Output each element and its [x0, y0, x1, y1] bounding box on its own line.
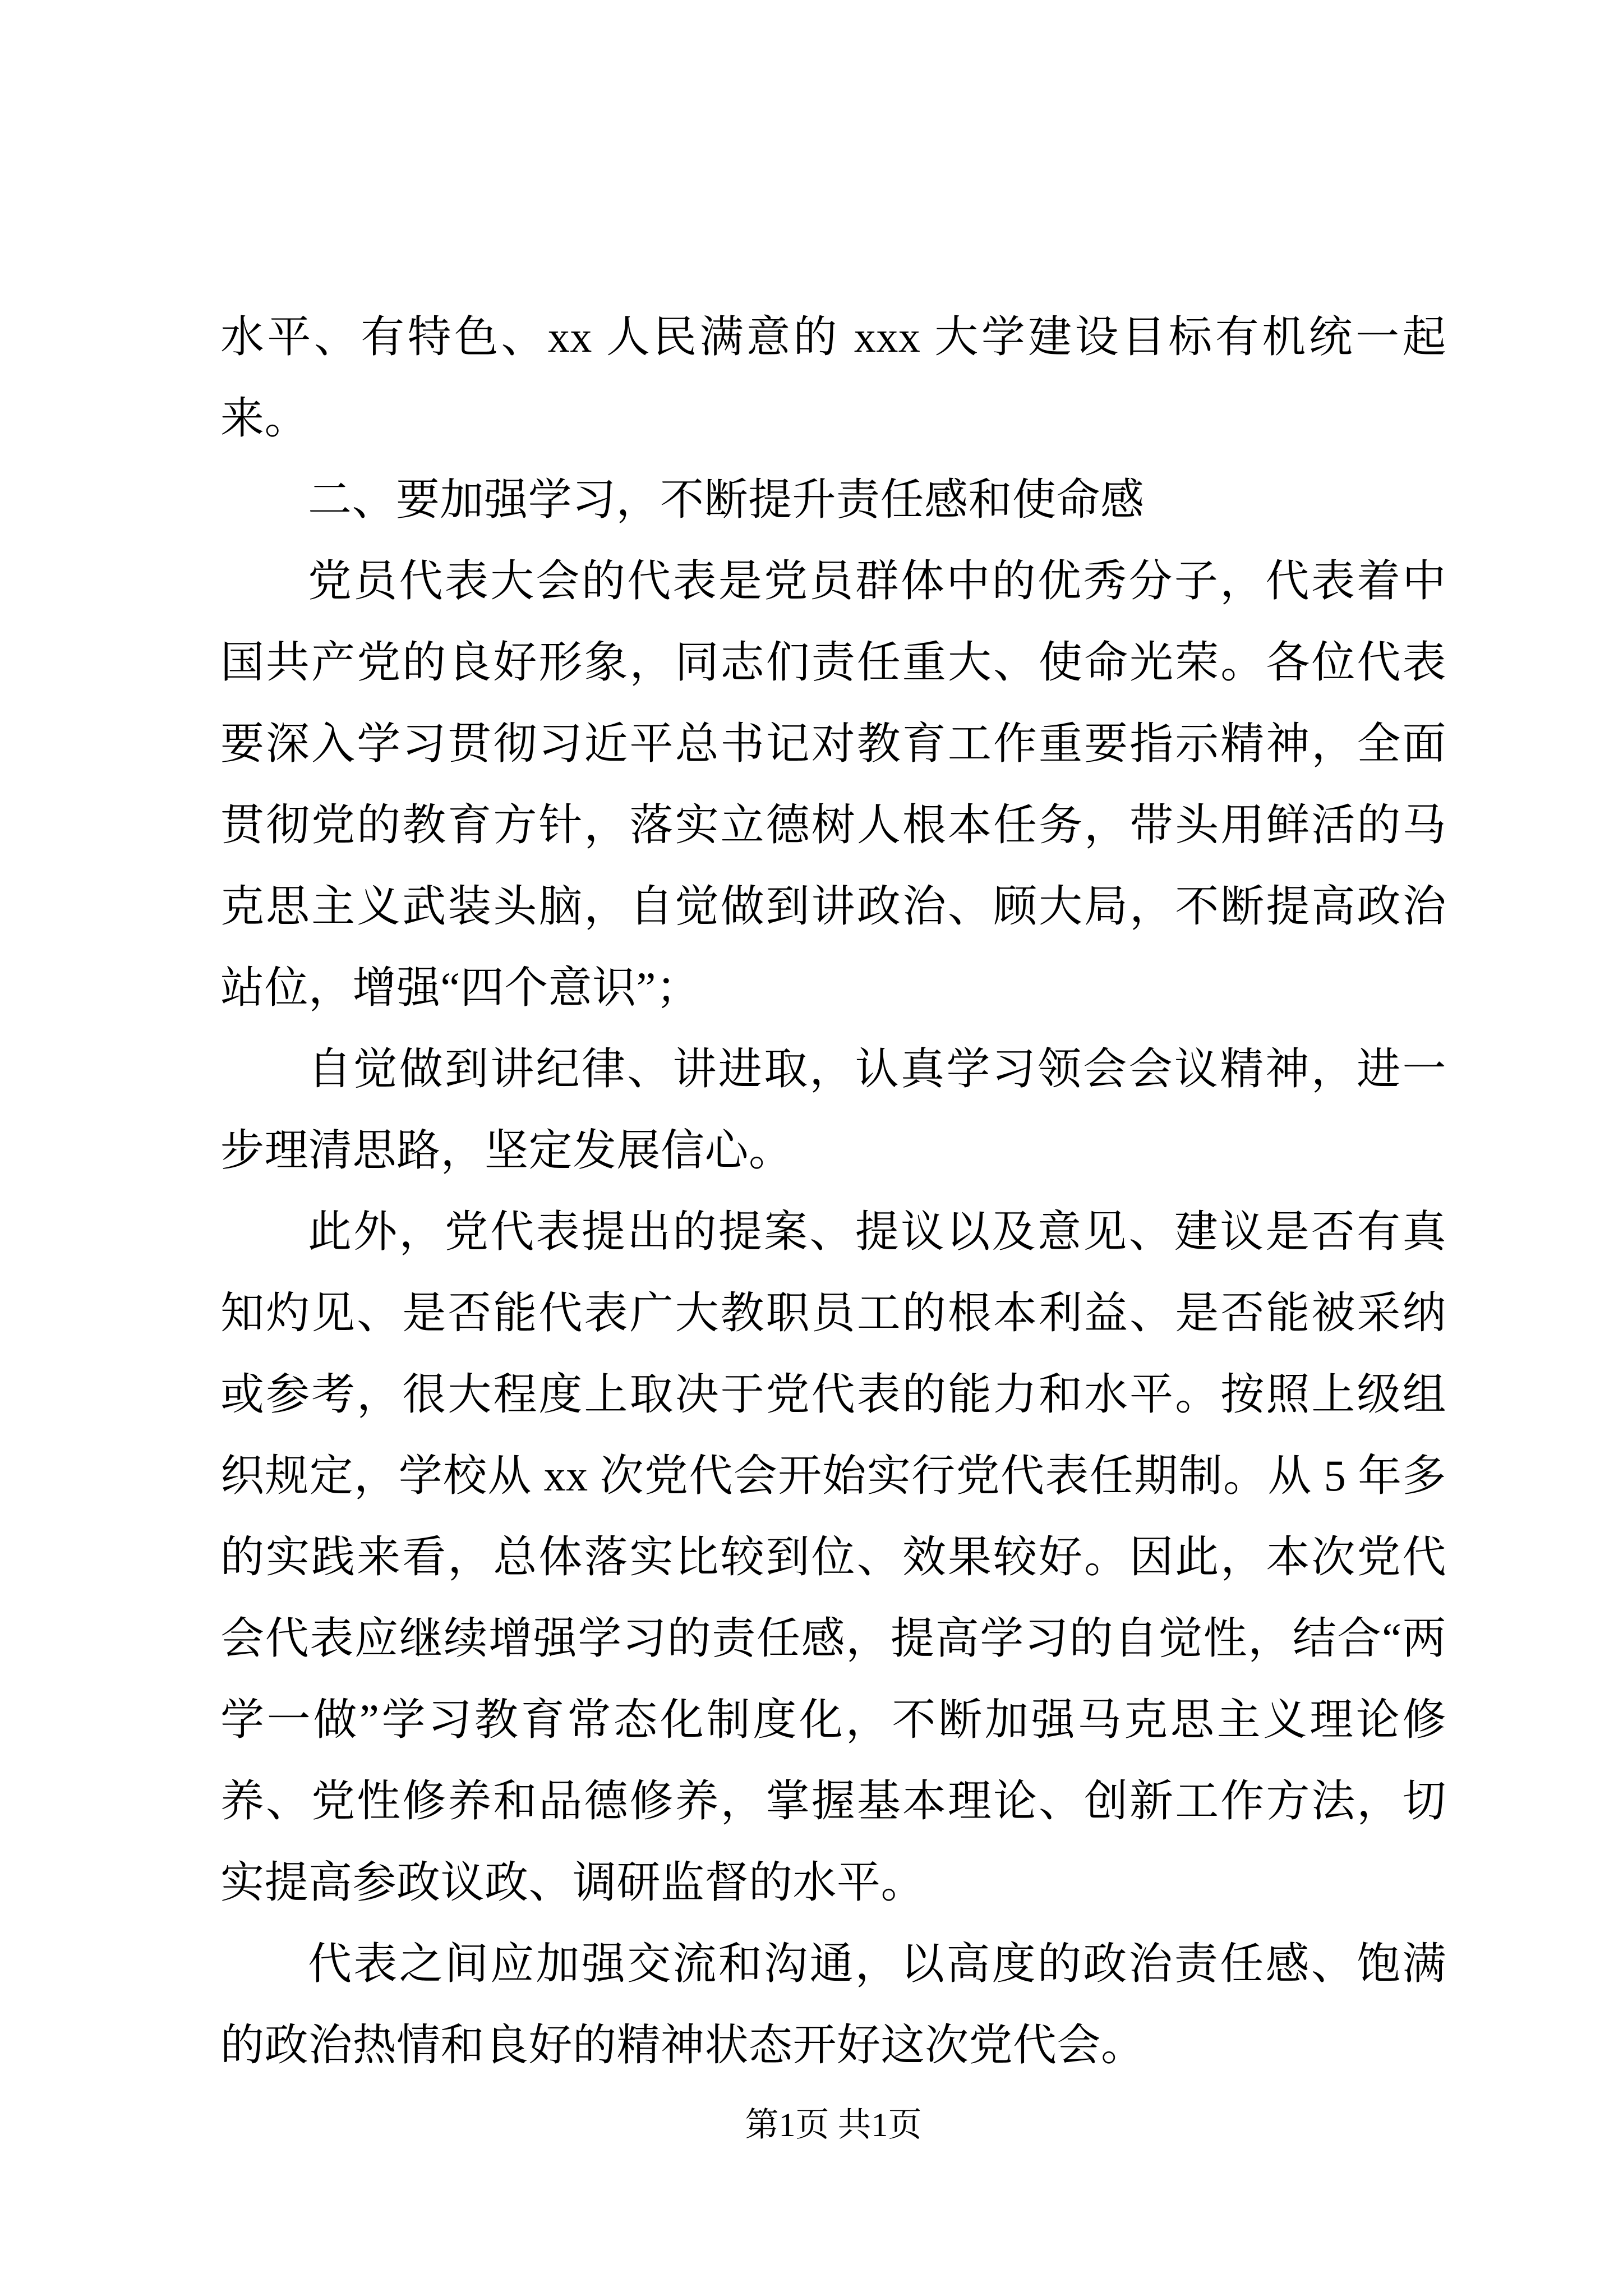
- paragraph: 自觉做到讲纪律、讲进取，认真学习领会会议精神，进一步理清思路，坚定发展信心。: [220, 1045, 1446, 1175]
- document-body: [220, 296, 1446, 2086]
- paragraph: 党员代表大会的代表是党员群体中的优秀分子，代表着中国共产党的良好形象，同志们责任重大、使命光荣。各位代表要深入学习贯彻习近平总书记对教育工作重要指示精神，全面贯彻党的教育方针，落实立德树人根本任务，带头用鲜活的马克思主义武装头脑，自觉做到讲政治、顾大局，不断提高政治站位，增强“四个意识”；: [220, 556, 1446, 1012]
- page-footer: [220, 2099, 1446, 2151]
- section-heading: 二、要加强学习，不断提升责任感和使命感: [308, 475, 1145, 524]
- paragraph-continuation: 水平、有特色、xx 人民满意的 xxx 大学建设目标有机统一起来。: [220, 312, 1446, 443]
- paragraph: 代表之间应加强交流和沟通，以高度的政治责任感、饱满的政治热情和良好的精神状态开好这次党代会。: [220, 1939, 1446, 2069]
- page-number-label: 第1页 共1页: [745, 2106, 922, 2143]
- paragraph: 此外，党代表提出的提案、提议以及意见、建议是否有真知灼见、是否能代表广大教职员工的根本利益、是否能被采纳或参考，很大程度上取决于党代表的能力和水平。按照上级组织规定，学校从 xx 次党代会开始实行党代表任期制。从 5 年多的实践来看，总体落实比较到位、效果较好。因此，本次党代会代表应继续增强学习的责任感，提高学习的自觉性，结合“两学一做”学习教育常态化制度化，不断加强马克思主义理论修养、党性修养和品德修养，掌握基本理论、创新工作方法，切实提高参政议政、调研监督的水平。: [220, 1207, 1446, 1907]
